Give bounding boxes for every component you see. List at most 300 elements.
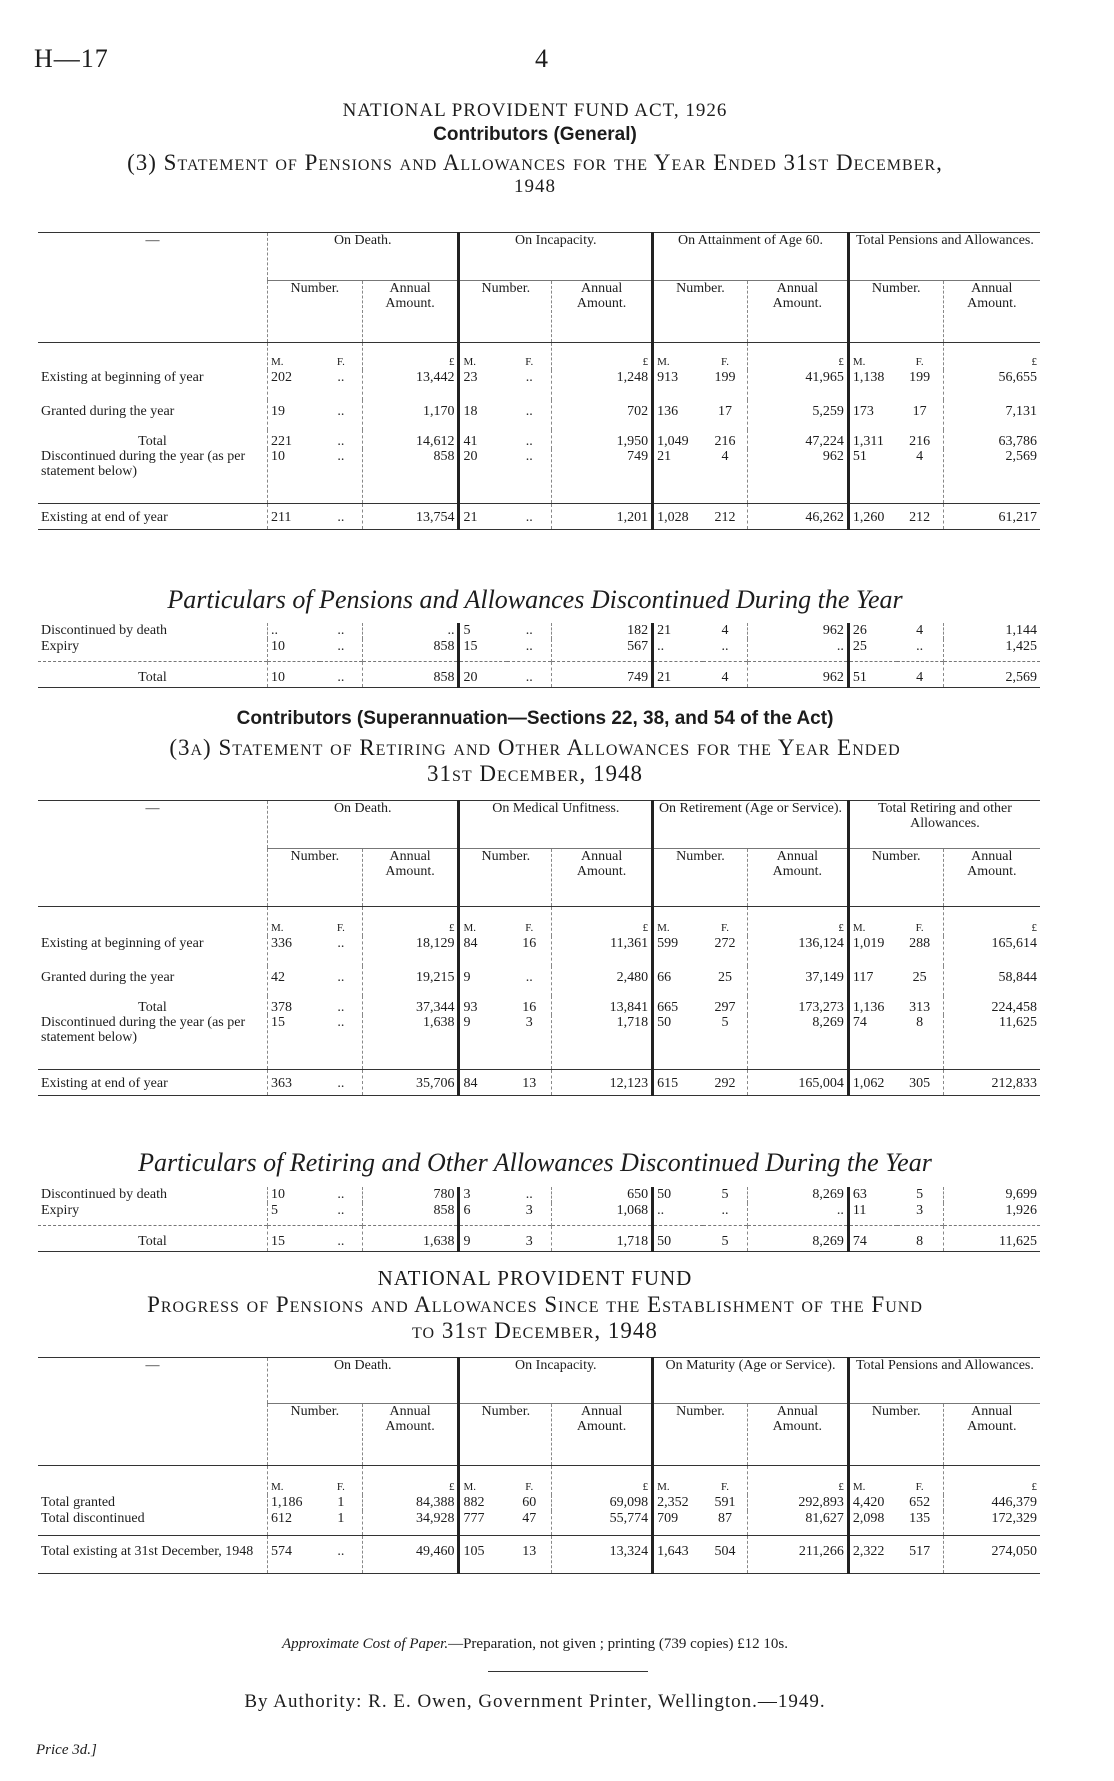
col-on-death: On Death. xyxy=(267,1358,459,1404)
table-cell: 17 xyxy=(717,404,732,419)
col-on-incapacity: On Incapacity. xyxy=(459,233,653,281)
progress-table xyxy=(38,1357,1040,1574)
sub-number: Number. xyxy=(267,281,362,343)
table-cell: 224,458 xyxy=(943,996,1040,1015)
table-cell: 3 xyxy=(525,1233,533,1249)
row-label: Total granted xyxy=(41,1495,116,1510)
unit: M. xyxy=(267,1466,320,1496)
sub-number: Number. xyxy=(459,849,552,907)
table-cell: 87 xyxy=(717,1511,732,1526)
unit: £ xyxy=(747,343,848,371)
sub-number: Number. xyxy=(459,1404,552,1466)
table-cell: 4 xyxy=(916,623,924,638)
table-cell: 8,269 xyxy=(747,1015,848,1069)
table-cell: .. xyxy=(337,1075,345,1091)
unit: £ xyxy=(943,907,1040,937)
table-cell: 962 xyxy=(747,449,848,503)
pensions-table xyxy=(38,232,1040,530)
table-cell: .. xyxy=(267,623,320,639)
table-cell: .. xyxy=(653,1203,704,1225)
sub-number: Number. xyxy=(267,849,362,907)
table-cell: 211 xyxy=(267,503,320,529)
table-cell: 8 xyxy=(916,1015,924,1030)
table-row xyxy=(38,400,1040,430)
table-cell: 117 xyxy=(848,966,896,996)
unit: F. xyxy=(915,1481,924,1493)
table-cell: 4 xyxy=(721,623,729,638)
table-cell: 211,266 xyxy=(747,1535,848,1573)
table-row xyxy=(38,1203,1040,1225)
unit: £ xyxy=(943,343,1040,371)
table-cell: 962 xyxy=(747,661,848,687)
row-label: Granted during the year xyxy=(41,970,175,985)
table-cell: 1,049 xyxy=(653,430,704,449)
table-cell: 15 xyxy=(459,639,507,661)
table-cell: 69,098 xyxy=(552,1495,653,1511)
col-on-attainment: On Attainment of Age 60. xyxy=(653,233,849,281)
table-cell: 221 xyxy=(267,430,320,449)
table-cell: 749 xyxy=(552,661,653,687)
table-cell: 37,344 xyxy=(362,996,459,1015)
sub-amount: Annual Amount. xyxy=(552,849,653,907)
table-cell: 9 xyxy=(459,1225,507,1251)
table-cell: 173 xyxy=(848,400,896,430)
table-cell: 11,361 xyxy=(552,936,653,966)
table-cell: .. xyxy=(525,970,533,985)
table-cell: 216 xyxy=(909,434,931,449)
row-label: Expiry xyxy=(41,639,80,654)
table-cell: 182 xyxy=(552,623,653,639)
table-cell: 56,655 xyxy=(943,370,1040,400)
table-cell: 1,718 xyxy=(552,1015,653,1069)
table-cell: 3 xyxy=(916,1203,924,1218)
table-cell: .. xyxy=(337,936,345,951)
table-cell: 50 xyxy=(653,1187,704,1203)
sub-number: Number. xyxy=(653,849,748,907)
unit: M. xyxy=(459,1466,507,1496)
unit: F. xyxy=(915,922,924,934)
table-cell: .. xyxy=(337,623,345,638)
row-label: Existing at end of year xyxy=(41,1075,168,1091)
table-cell: 1,144 xyxy=(943,623,1040,639)
table-cell: 3 xyxy=(525,1203,533,1218)
table-cell: 55,774 xyxy=(552,1511,653,1535)
col-on-death: On Death. xyxy=(267,801,459,849)
unit: F. xyxy=(525,1481,534,1493)
table-cell: 46,262 xyxy=(747,503,848,529)
table-cell: 42 xyxy=(267,966,320,996)
sub-amount: Annual Amount. xyxy=(747,281,848,343)
table-cell: 1,028 xyxy=(653,503,704,529)
table-cell: 962 xyxy=(747,623,848,639)
table-cell: .. xyxy=(362,623,459,639)
table-cell: 25 xyxy=(717,970,732,985)
page-id: H—17 xyxy=(34,44,109,73)
table-cell: .. xyxy=(337,1015,345,1030)
table-cell: 1,062 xyxy=(848,1069,896,1095)
table-cell: 81,627 xyxy=(747,1511,848,1535)
table-cell: 2,569 xyxy=(943,661,1040,687)
table-cell: 41,965 xyxy=(747,370,848,400)
table-cell: 652 xyxy=(909,1495,931,1510)
table-cell: 61,217 xyxy=(943,503,1040,529)
table-cell: 173,273 xyxy=(747,996,848,1015)
table-cell: 25 xyxy=(848,639,896,661)
table-cell: 272 xyxy=(714,936,736,951)
table-cell: 84 xyxy=(459,1069,507,1095)
col-total: Total Retiring and other Allowances. xyxy=(848,801,1040,849)
row-label: Expiry xyxy=(41,1203,80,1218)
unit: F. xyxy=(915,356,924,368)
table-cell: 21 xyxy=(459,503,507,529)
table-cell: .. xyxy=(525,434,533,449)
sub-amount: Annual Amount. xyxy=(747,849,848,907)
act-title: NATIONAL PROVIDENT FUND ACT, 1926 xyxy=(342,100,728,121)
table-cell: 1,638 xyxy=(362,1225,459,1251)
unit: M. xyxy=(653,343,704,371)
section1-particulars-title: Particulars of Pensions and Allowances Discontinued During the Year xyxy=(167,585,903,614)
sub-amount: Annual Amount. xyxy=(362,1404,459,1466)
table-cell: 5,259 xyxy=(747,400,848,430)
table-cell: .. xyxy=(337,1203,345,1218)
table-cell: 504 xyxy=(714,1543,736,1559)
table-cell: 12,123 xyxy=(552,1069,653,1095)
table-cell: 50 xyxy=(653,1225,704,1251)
cost-label: Approximate Cost of Paper. xyxy=(281,1636,449,1652)
unit: M. xyxy=(459,907,507,937)
table-cell: 63 xyxy=(848,1187,896,1203)
table-cell: .. xyxy=(525,623,533,638)
table-cell: 41 xyxy=(459,430,507,449)
table-cell: 8,269 xyxy=(747,1187,848,1203)
table-cell: 13 xyxy=(522,1543,537,1559)
row-label: Existing at beginning of year xyxy=(41,370,204,385)
cost-note xyxy=(30,1636,1040,1653)
table-cell: 16 xyxy=(522,1000,537,1015)
table-cell: 47 xyxy=(522,1511,537,1526)
col-on-maturity: On Maturity (Age or Service). xyxy=(653,1358,849,1404)
sub-amount: Annual Amount. xyxy=(552,1404,653,1466)
table-row xyxy=(38,661,1040,687)
table-cell: .. xyxy=(337,1187,345,1202)
table-cell: 18 xyxy=(459,400,507,430)
table-cell: 615 xyxy=(653,1069,704,1095)
table-cell: 313 xyxy=(909,1000,931,1015)
table-cell: 1,638 xyxy=(362,1015,459,1069)
table-cell: 93 xyxy=(459,996,507,1015)
table-cell: 1,950 xyxy=(552,430,653,449)
section2-date: 31st December, 1948 xyxy=(426,761,644,786)
unit: M. xyxy=(267,907,320,937)
table-cell: .. xyxy=(525,639,533,654)
table-cell: 10 xyxy=(267,1187,320,1203)
table-cell: 51 xyxy=(848,449,896,503)
table-row xyxy=(38,1069,1040,1095)
table-cell: 2,569 xyxy=(943,449,1040,503)
table-cell: 11,625 xyxy=(943,1225,1040,1251)
sub-amount: Annual Amount. xyxy=(362,849,459,907)
table-cell: 446,379 xyxy=(943,1495,1040,1511)
table-cell: 378 xyxy=(267,996,320,1015)
unit: F. xyxy=(336,1481,345,1493)
table-cell: .. xyxy=(337,404,345,419)
table-cell: 5 xyxy=(721,1187,729,1202)
table-cell: 165,004 xyxy=(747,1069,848,1095)
table-cell: 11,625 xyxy=(943,1015,1040,1069)
table-cell: 1,186 xyxy=(267,1495,320,1511)
table-cell: 4 xyxy=(916,669,924,685)
table-row xyxy=(38,623,1040,639)
unit: £ xyxy=(552,907,653,937)
table-cell: 1,019 xyxy=(848,936,896,966)
table-cell: 517 xyxy=(909,1543,931,1559)
table-row xyxy=(38,936,1040,966)
table-cell: .. xyxy=(337,434,345,449)
table-cell: 1,248 xyxy=(552,370,653,400)
unit: F. xyxy=(336,922,345,934)
table-row xyxy=(38,966,1040,996)
table-cell: 702 xyxy=(552,400,653,430)
table-cell: .. xyxy=(337,970,345,985)
fund-title: NATIONAL PROVIDENT FUND xyxy=(377,1266,693,1290)
table-cell: .. xyxy=(337,1000,345,1015)
sub-amount: Annual Amount. xyxy=(943,849,1040,907)
table-cell: 14,612 xyxy=(362,430,459,449)
col-on-incapacity: On Incapacity. xyxy=(459,1358,653,1404)
table-cell: 336 xyxy=(267,936,320,966)
table-cell: 135 xyxy=(909,1511,931,1526)
unit: F. xyxy=(525,356,534,368)
row-label: Total existing at 31st December, 1948 xyxy=(41,1543,254,1559)
row-label: Discontinued by death xyxy=(41,1187,167,1202)
unit: M. xyxy=(653,1466,704,1496)
col-total: Total Pensions and Allowances. xyxy=(848,1358,1040,1404)
unit: £ xyxy=(747,907,848,937)
table-cell: 3 xyxy=(459,1187,507,1203)
table-row xyxy=(38,996,1040,1015)
table-cell: 25 xyxy=(912,970,927,985)
table-cell: 2,480 xyxy=(552,966,653,996)
table-cell: 60 xyxy=(522,1495,537,1510)
table-cell: 13,841 xyxy=(552,996,653,1015)
table-cell: 1,260 xyxy=(848,503,896,529)
table-cell: .. xyxy=(653,639,704,661)
section2-title: (3a) Statement of Retiring and Other Allowances for the Year Ended xyxy=(169,735,901,760)
sub-number: Number. xyxy=(459,281,552,343)
table-cell: 212,833 xyxy=(943,1069,1040,1095)
table-cell: 599 xyxy=(653,936,704,966)
retiring-particulars-table xyxy=(38,1187,1040,1252)
unit: F. xyxy=(336,356,345,368)
table-cell: .. xyxy=(337,449,345,464)
header-dash: — xyxy=(145,801,160,816)
table-cell: 591 xyxy=(714,1495,736,1510)
table-cell: 49,460 xyxy=(362,1535,459,1573)
table-cell: 858 xyxy=(362,1203,459,1225)
table-cell: 363 xyxy=(267,1069,320,1095)
table-cell: 1 xyxy=(337,1495,345,1510)
unit: £ xyxy=(362,907,459,937)
authority-line: By Authority: R. E. Owen, Government Printer, Wellington.—1949. xyxy=(244,1691,826,1712)
table-cell: 7,131 xyxy=(943,400,1040,430)
table-cell: .. xyxy=(916,639,924,654)
table-cell: 34,928 xyxy=(362,1511,459,1535)
table-cell: 51 xyxy=(848,661,896,687)
table-cell: 105 xyxy=(459,1535,507,1573)
table-cell: .. xyxy=(747,639,848,661)
sub-number: Number. xyxy=(653,1404,748,1466)
table-cell: 84 xyxy=(459,936,507,966)
table-cell: 1,311 xyxy=(848,430,896,449)
table-cell: 1,425 xyxy=(943,639,1040,661)
table-cell: .. xyxy=(525,669,533,685)
col-on-death: On Death. xyxy=(267,233,459,281)
table-cell: 15 xyxy=(267,1015,320,1069)
table-row xyxy=(38,1015,1040,1069)
table-row xyxy=(38,1535,1040,1573)
sub-amount: Annual Amount. xyxy=(943,1404,1040,1466)
table-cell: 882 xyxy=(459,1495,507,1511)
table-cell: 74 xyxy=(848,1015,896,1069)
table-cell: 16 xyxy=(522,936,537,951)
table-cell: 5 xyxy=(721,1015,729,1030)
table-cell: .. xyxy=(525,449,533,464)
pensions-particulars-table xyxy=(38,623,1040,688)
table-cell: 37,149 xyxy=(747,966,848,996)
table-cell: 4 xyxy=(721,449,729,464)
row-label: Total xyxy=(138,669,167,685)
unit: £ xyxy=(552,1466,653,1496)
table-cell: 292,893 xyxy=(747,1495,848,1511)
table-row xyxy=(38,1511,1040,1535)
cost-text: —Preparation, not given ; printing (739 copies) £12 10s. xyxy=(448,1636,789,1652)
table-cell: 8 xyxy=(916,1233,924,1249)
table-cell: 6 xyxy=(459,1203,507,1225)
table-cell: 212 xyxy=(714,509,736,525)
table-cell: 18,129 xyxy=(362,936,459,966)
table-cell: .. xyxy=(337,639,345,654)
unit: M. xyxy=(848,1466,896,1496)
table-cell: 84,388 xyxy=(362,1495,459,1511)
table-cell: 2,098 xyxy=(848,1511,896,1535)
table-cell: 4 xyxy=(721,669,729,685)
table-cell: 858 xyxy=(362,661,459,687)
table-cell: 297 xyxy=(714,1000,736,1015)
unit: F. xyxy=(720,1481,729,1493)
section1-year: 1948 xyxy=(514,176,556,197)
table-cell: 17 xyxy=(912,404,927,419)
sub-amount: Annual Amount. xyxy=(362,281,459,343)
table-cell: 9 xyxy=(459,1015,507,1069)
table-cell: 1,136 xyxy=(848,996,896,1015)
table-cell: 50 xyxy=(653,1015,704,1069)
table-cell: 15 xyxy=(267,1225,320,1251)
table-row xyxy=(38,1187,1040,1203)
table-cell: 10 xyxy=(267,449,320,503)
table-cell: 777 xyxy=(459,1511,507,1535)
footer-rule xyxy=(488,1671,648,1672)
table-cell: .. xyxy=(337,669,345,685)
table-cell: .. xyxy=(525,404,533,419)
page-number: 4 xyxy=(535,44,548,73)
table-cell: 8,269 xyxy=(747,1225,848,1251)
table-cell: 199 xyxy=(909,370,931,385)
table-cell: .. xyxy=(337,1233,345,1249)
table-cell: 20 xyxy=(459,661,507,687)
sub-amount: Annual Amount. xyxy=(943,281,1040,343)
header-dash: — xyxy=(145,1358,160,1373)
unit: F. xyxy=(720,922,729,934)
table-row xyxy=(38,1495,1040,1511)
table-cell: 9 xyxy=(459,966,507,996)
table-cell: 2,322 xyxy=(848,1535,896,1573)
unit: £ xyxy=(747,1466,848,1496)
unit: M. xyxy=(848,343,896,371)
section3-date: to 31st December, 1948 xyxy=(412,1318,658,1343)
retiring-table xyxy=(38,800,1040,1096)
row-label: Total xyxy=(138,434,167,449)
table-cell: .. xyxy=(337,370,345,385)
unit: M. xyxy=(267,343,320,371)
table-cell: 13 xyxy=(522,1075,537,1091)
row-label: Total xyxy=(138,1000,167,1015)
section2-subtitle: Contributors (Superannuation—Sections 22, 38, and 54 of the Act) xyxy=(236,708,834,729)
unit: £ xyxy=(943,1466,1040,1496)
table-cell: 5 xyxy=(459,623,507,639)
table-row xyxy=(38,430,1040,449)
sub-number: Number. xyxy=(653,281,748,343)
table-cell: 288 xyxy=(909,936,931,951)
sub-amount: Annual Amount. xyxy=(747,1404,848,1466)
table-cell: 216 xyxy=(714,434,736,449)
table-cell: 21 xyxy=(653,661,704,687)
table-cell: .. xyxy=(747,1203,848,1225)
table-cell: 913 xyxy=(653,370,704,400)
table-cell: 858 xyxy=(362,639,459,661)
table-cell: 749 xyxy=(552,449,653,503)
table-row xyxy=(38,503,1040,529)
unit: M. xyxy=(848,907,896,937)
table-cell: 292 xyxy=(714,1075,736,1091)
table-row xyxy=(38,639,1040,661)
table-cell: 165,614 xyxy=(943,936,1040,966)
table-cell: 567 xyxy=(552,639,653,661)
table-cell: 136 xyxy=(653,400,704,430)
table-cell: 21 xyxy=(653,623,704,639)
table-cell: .. xyxy=(525,1187,533,1202)
col-on-retirement: On Retirement (Age or Service). xyxy=(653,801,849,849)
table-cell: 709 xyxy=(653,1511,704,1535)
sub-number: Number. xyxy=(848,849,943,907)
table-cell: .. xyxy=(721,639,729,654)
table-cell: .. xyxy=(337,509,345,525)
table-cell: 23 xyxy=(459,370,507,400)
row-label: Discontinued during the year (as per statement below) xyxy=(41,449,246,479)
table-cell: 9,699 xyxy=(943,1187,1040,1203)
row-label: Discontinued during the year (as per statement below) xyxy=(41,1015,246,1045)
table-cell: 665 xyxy=(653,996,704,1015)
table-cell: 5 xyxy=(267,1203,320,1225)
sub-number: Number. xyxy=(267,1404,362,1466)
table-cell: 136,124 xyxy=(747,936,848,966)
table-cell: 650 xyxy=(552,1187,653,1203)
unit: £ xyxy=(362,343,459,371)
table-cell: 66 xyxy=(653,966,704,996)
row-label: Existing at beginning of year xyxy=(41,936,204,951)
table-cell: 13,324 xyxy=(552,1535,653,1573)
table-cell: 1,643 xyxy=(653,1535,704,1573)
table-cell: .. xyxy=(525,370,533,385)
